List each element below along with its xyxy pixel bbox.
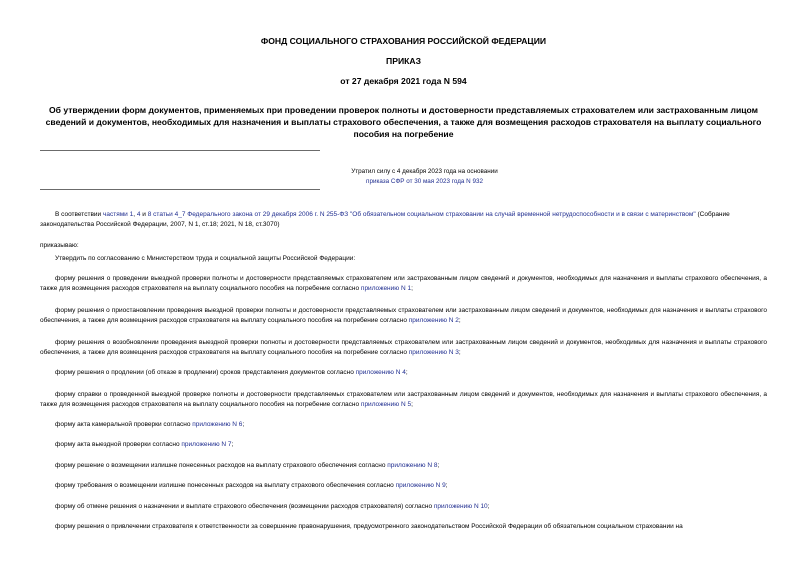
preamble-text: ,	[133, 211, 137, 218]
list-item-text: форму требования о возмещении излишне понесенных расходов на выплату страхового обеспечения согласно	[55, 482, 396, 489]
repeal-notice	[322, 167, 527, 187]
document-type: ПРИКАЗ	[386, 56, 421, 66]
appendix-link[interactable]: приложению N 8	[387, 462, 438, 469]
list-item: форму об отмене решения о назначении и выплате страхового обеспечения (возмещении расходов страхователя) согласно приложению N 10;	[55, 503, 490, 510]
appendix-link[interactable]: приложению N 5	[360, 401, 412, 408]
separator-top	[40, 150, 320, 151]
appendix-link[interactable]: приложению N 6	[192, 421, 243, 428]
list-item	[40, 522, 767, 532]
organization-name: ФОНД СОЦИАЛЬНОГО СТРАХОВАНИЯ РОССИЙСКОЙ ФЕДЕРАЦИИ	[260, 36, 547, 46]
appendix-link[interactable]: приложению N 2	[408, 317, 459, 324]
list-item: форму акта камеральной проверки согласно приложению N 6;	[55, 421, 245, 428]
preamble-text: В соответствии	[55, 211, 103, 218]
order-word: приказываю:	[40, 242, 79, 249]
list-item: форму решение о возмещении излишне понесенных расходов на выплату страхового обеспечения согласно приложению N 8;	[55, 462, 440, 469]
list-item-text: форму решения о привлечении страхователя к ответственности за совершение правонарушения, предусмотренного законодательством Российской Федерации об обязательном социальном страховании на	[55, 523, 683, 530]
list-item: форму справки о проведенной выездной проверке полноты и достоверности представляемых страхователем или застрахованным лицом сведений и документов, необходимых для назначения и выплаты страхового обеспечения, а также для возмещения расходов страхователя на выплату социального пособия на погребение согласно приложению N 5;	[40, 391, 767, 408]
list-item: форму решения о приостановлении проведения выездной проверки полноты и достоверности представляемых страхователем или застрахованным лицом сведений и документов, необходимых для назначения и выплаты страхового обеспечения, а также для возмещения расходов страхователя на выплату социального пособия на погребение согласно приложению N 2;	[40, 307, 767, 324]
preamble-text: (Собрание законодательства Российской Федерации, 2007, N 1, ст.18; 2021, N 18, ст.3070)	[40, 211, 730, 228]
law-link-part-1[interactable]: частями 1	[102, 211, 134, 218]
list-item-text: форму об отмене решения о назначении и выплате страхового обеспечения (возмещении расходов страхователя) согласно	[55, 503, 434, 510]
list-item: форму решения о проведении выездной проверки полноты и достоверности представляемых страхователем или застрахованным лицом сведений и документов, необходимых для назначения и выплаты страхового обеспечения, а также для возмещения расходов страхователя на выплату социального пособия на погребение согласно приложению N 1;	[40, 275, 767, 292]
list-item: форму решения о возобновлении проведения выездной проверки полноты и достоверности представляемых страхователем или застрахованным лицом сведений и документов, необходимых для назначения и выплаты страхового обеспечения, а также для возмещения расходов страхователя на выплату социального пособия на погребение согласно приложению N 3;	[40, 339, 767, 356]
list-item: форму решения о продлении (об отказе в продлении) сроков представления документов согласно приложению N 4;	[55, 369, 408, 376]
repeal-notice-text: Утратил силу с 4 декабря 2023 года на основании	[351, 168, 498, 175]
appendix-link[interactable]: приложению N 4	[355, 369, 406, 376]
list-item-text: форму акта выездной проверки согласно	[55, 441, 182, 448]
list-item-text: форму решение о возмещении излишне понесенных расходов на выплату страхового обеспечения согласно	[55, 462, 388, 469]
document-date-number: от 27 декабря 2021 года N 594	[340, 76, 467, 86]
appendix-link[interactable]: приложению N 10	[433, 503, 488, 510]
appendix-link[interactable]: приложению N 9	[395, 482, 446, 489]
preamble-text: и	[140, 211, 148, 218]
list-item-text: форму справки о проведенной выездной проверке полноты и достоверности представляемых страхователем или застрахованным лицом сведений и документов, необходимых для назначения и выплаты страхового обеспечения, а также для возмещения расходов страхователя на выплату социального пособия на погребение согласно	[40, 391, 767, 408]
list-item: форму требования о возмещении излишне понесенных расходов на выплату страхового обеспечения согласно приложению N 9;	[55, 482, 448, 489]
list-item-text: форму решения о проведении выездной проверки полноты и достоверности представляемых страхователем или застрахованным лицом сведений и документов, необходимых для назначения и выплаты страхового обеспечения, а также для возмещения расходов страхователя на выплату социального пособия на погребение согласно	[40, 275, 767, 292]
preamble-paragraph	[40, 210, 767, 230]
repeal-order-link[interactable]: приказа СФР от 30 мая 2023 года N 932	[366, 178, 483, 185]
list-item: форму акта выездной проверки согласно приложению N 7;	[55, 441, 234, 448]
list-item-text: форму решения о продлении (об отказе в продлении) сроков представления документов согласно	[55, 369, 356, 376]
document-title: Об утверждении форм документов, применяемых при проведении проверок полноты и достоверности представляемых страхователем или застрахованным лицом сведений и документов, необходимых для назначения и выплаты страхового обеспечения, а также для возмещения расходов страхователя на выплату социального пособия на погребение	[45, 105, 762, 139]
list-item-text: форму решения о возобновлении проведения выездной проверки полноты и достоверности представляемых страхователем или застрахованным лицом сведений и документов, необходимых для назначения и выплаты страхового обеспечения, а также для возмещения расходов страхователя на выплату социального пособия на погребение согласно	[40, 339, 767, 356]
list-item-text: форму акта камеральной проверки согласно	[55, 421, 193, 428]
approve-intro: Утвердить по согласованию с Министерством труда и социальной защиты Российской Федерации:	[55, 255, 356, 262]
separator-bottom	[40, 189, 320, 190]
law-link-part-4[interactable]: 4	[136, 211, 141, 218]
appendix-link[interactable]: приложению N 7	[181, 441, 232, 448]
list-item-text: форму решения о приостановлении проведения выездной проверки полноты и достоверности представляемых страхователем или застрахованным лицом сведений и документов, необходимых для назначения и выплаты страхового обеспечения, а также для возмещения расходов страхователя на выплату социального пособия на погребение согласно	[40, 307, 767, 324]
appendix-link[interactable]: приложению N 1	[360, 285, 412, 292]
law-link-part-8[interactable]: 8 статьи 4_7 Федерального закона от 29 декабря 2006 г. N 255-ФЗ "Об обязательном социальном страховании на случай временной нетрудоспособности и в связи с материнством"	[147, 211, 696, 218]
appendix-link[interactable]: приложению N 3	[408, 349, 459, 356]
